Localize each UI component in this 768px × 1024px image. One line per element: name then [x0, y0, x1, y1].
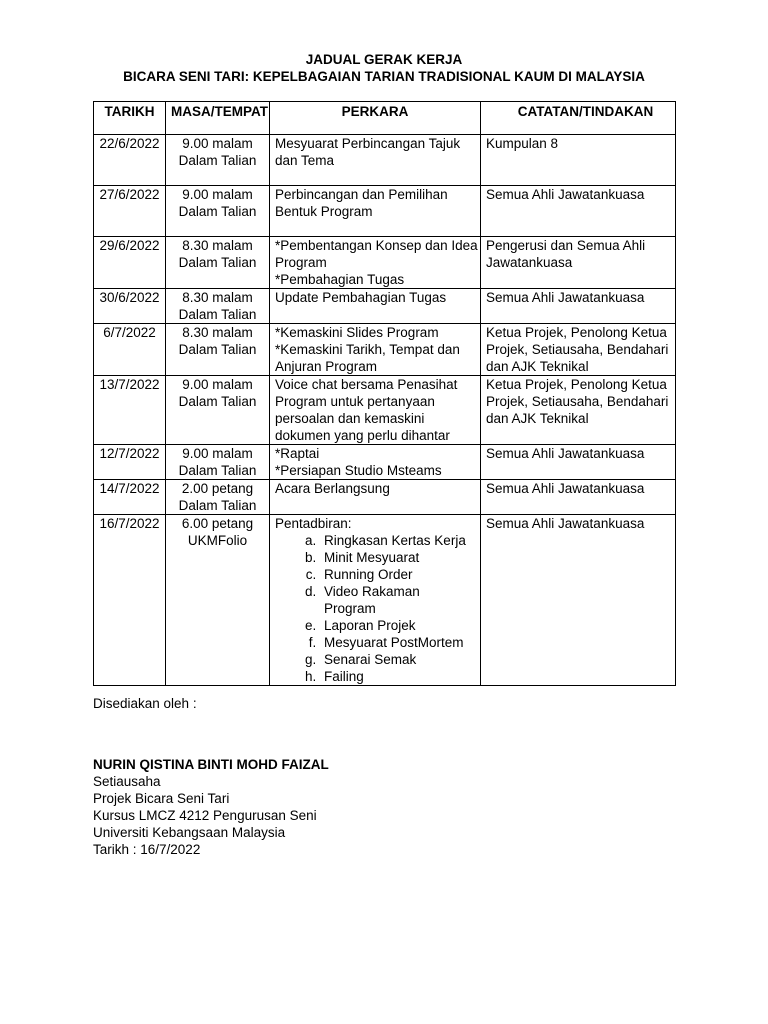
masa-tempat-line: 6.00 petang — [181, 516, 254, 531]
pentadbiran-list — [275, 532, 475, 685]
schedule-table — [93, 101, 676, 686]
cell-perkara — [270, 289, 481, 324]
masa-tempat-line: Dalam Talian — [178, 204, 257, 219]
list-item: g. Senarai Semak — [320, 651, 475, 668]
cell-masa-tempat — [166, 376, 270, 445]
cell-tarikh: 12/7/2022 — [94, 445, 166, 480]
masa-tempat-line: 9.00 malam — [182, 377, 253, 392]
list-item: e. Laporan Projek — [320, 617, 475, 634]
cell-perkara — [270, 515, 481, 686]
cell-catatan-tindakan — [481, 376, 676, 445]
cell-tarikh: 13/7/2022 — [94, 376, 166, 445]
masa-tempat-line: 8.30 malam — [182, 238, 253, 253]
table-row — [94, 237, 676, 289]
cell-perkara — [270, 324, 481, 376]
table-row — [94, 135, 676, 186]
perkara-line: Acara Berlangsung — [275, 481, 390, 496]
cell-masa-tempat — [166, 324, 270, 376]
cell-tarikh: 16/7/2022 — [94, 515, 166, 686]
catatan-line: Projek, Setiausaha, Bendahari — [486, 342, 669, 357]
cell-masa-tempat — [166, 480, 270, 515]
catatan-line: dan AJK Teknikal — [486, 359, 589, 374]
table-row — [94, 376, 676, 445]
masa-tempat-line: 9.00 malam — [182, 187, 253, 202]
list-item: f. Mesyuarat PostMortem — [320, 634, 475, 651]
cell-perkara — [270, 445, 481, 480]
catatan-line: Kumpulan 8 — [486, 136, 559, 151]
masa-tempat-line: 2.00 petang — [181, 481, 254, 496]
perkara-line: *Persiapan Studio Msteams — [275, 463, 442, 478]
list-item: h. Failing — [320, 668, 475, 685]
catatan-line: Projek, Setiausaha, Bendahari — [486, 394, 669, 409]
perkara-line: Bentuk Program — [275, 204, 373, 219]
perkara-line: *Raptai — [275, 446, 320, 461]
document-subtitle: BICARA SENI TARI: KEPELBAGAIAN TARIAN TRADISIONAL KAUM DI MALAYSIA — [123, 69, 645, 84]
masa-tempat-line: 8.30 malam — [182, 325, 253, 340]
header-tarikh: TARIKH — [94, 102, 166, 135]
cell-catatan-tindakan — [481, 515, 676, 686]
perkara-line: Voice chat bersama Penasihat — [275, 377, 458, 392]
cell-tarikh: 6/7/2022 — [94, 324, 166, 376]
cell-masa-tempat — [166, 237, 270, 289]
perkara-line: Mesyuarat Perbincangan Tajuk — [275, 136, 461, 151]
header-perkara: PERKARA — [270, 102, 481, 135]
signature-block — [93, 756, 329, 858]
catatan-line: Semua Ahli Jawatankuasa — [486, 290, 645, 305]
masa-tempat-line: Dalam Talian — [178, 463, 257, 478]
masa-tempat-line: 8.30 malam — [182, 290, 253, 305]
cell-masa-tempat — [166, 515, 270, 686]
cell-catatan-tindakan — [481, 135, 676, 186]
catatan-line: Ketua Projek, Penolong Ketua — [486, 377, 667, 392]
catatan-line: Pengerusi dan Semua Ahli — [486, 238, 646, 253]
masa-tempat-line: Dalam Talian — [178, 255, 257, 270]
catatan-line: Semua Ahli Jawatankuasa — [486, 187, 645, 202]
catatan-line: Semua Ahli Jawatankuasa — [486, 446, 645, 461]
masa-tempat-line: Dalam Talian — [178, 307, 257, 322]
cell-tarikh: 27/6/2022 — [94, 186, 166, 237]
perkara-line: Perbincangan dan Pemilihan — [275, 187, 448, 202]
cell-masa-tempat — [166, 135, 270, 186]
masa-tempat-line: 9.00 malam — [182, 136, 253, 151]
perkara-line: Program untuk pertanyaan — [275, 394, 435, 409]
signatory-position: Setiausaha — [93, 774, 161, 789]
perkara-line: *Pembahagian Tugas — [275, 272, 405, 287]
cell-catatan-tindakan — [481, 186, 676, 237]
table-row — [94, 289, 676, 324]
catatan-line: Ketua Projek, Penolong Ketua — [486, 325, 667, 340]
cell-catatan-tindakan — [481, 237, 676, 289]
perkara-line: *Kemaskini Slides Program — [275, 325, 439, 340]
perkara-line: Program — [275, 255, 327, 270]
perkara-line: dan Tema — [275, 153, 335, 168]
list-item: b. Minit Mesyuarat — [320, 549, 475, 566]
catatan-line: Semua Ahli Jawatankuasa — [486, 516, 645, 531]
cell-perkara — [270, 135, 481, 186]
signatory-name: NURIN QISTINA BINTI MOHD FAIZAL — [93, 757, 329, 772]
masa-tempat-line: 9.00 malam — [182, 446, 253, 461]
catatan-line: Semua Ahli Jawatankuasa — [486, 481, 645, 496]
masa-tempat-line: Dalam Talian — [178, 153, 257, 168]
masa-tempat-line: UKMFolio — [187, 533, 248, 548]
cell-masa-tempat — [166, 445, 270, 480]
table-header-row — [94, 102, 676, 135]
table-row — [94, 480, 676, 515]
prepared-by-label: Disediakan oleh : — [93, 696, 197, 711]
perkara-line: Pentadbiran: — [275, 516, 352, 531]
document-title: JADUAL GERAK KERJA — [305, 52, 463, 67]
cell-tarikh: 29/6/2022 — [94, 237, 166, 289]
header-catatan-tindakan: CATATAN/TINDAKAN — [481, 102, 676, 135]
catatan-line: dan AJK Teknikal — [486, 411, 589, 426]
cell-catatan-tindakan — [481, 445, 676, 480]
table-body — [94, 135, 676, 686]
signatory-project: Projek Bicara Seni Tari — [93, 791, 230, 806]
table-row — [94, 186, 676, 237]
cell-catatan-tindakan — [481, 289, 676, 324]
perkara-line: Anjuran Program — [275, 359, 378, 374]
list-item: a. Ringkasan Kertas Kerja — [320, 532, 475, 549]
perkara-line: Update Pembahagian Tugas — [275, 290, 447, 305]
cell-catatan-tindakan — [481, 324, 676, 376]
cell-perkara — [270, 237, 481, 289]
perkara-line: *Pembentangan Konsep dan Idea — [275, 238, 478, 253]
cell-masa-tempat — [166, 289, 270, 324]
perkara-line: persoalan dan kemaskini — [275, 411, 425, 426]
masa-tempat-line: Dalam Talian — [178, 394, 257, 409]
cell-tarikh: 30/6/2022 — [94, 289, 166, 324]
signatory-course: Kursus LMCZ 4212 Pengurusan Seni — [93, 808, 317, 823]
table-row — [94, 324, 676, 376]
signatory-university: Universiti Kebangsaan Malaysia — [93, 825, 286, 840]
table-row — [94, 515, 676, 686]
masa-tempat-line: Dalam Talian — [178, 498, 257, 513]
perkara-line: dokumen yang perlu dihantar — [275, 428, 450, 443]
perkara-line: *Kemaskini Tarikh, Tempat dan — [275, 342, 460, 357]
catatan-line: Jawatankuasa — [486, 255, 573, 270]
cell-masa-tempat — [166, 186, 270, 237]
table-row — [94, 445, 676, 480]
cell-perkara — [270, 186, 481, 237]
list-item: d. Video Rakaman Program — [320, 583, 475, 617]
cell-catatan-tindakan — [481, 480, 676, 515]
cell-tarikh: 14/7/2022 — [94, 480, 166, 515]
header-masa-tempat: MASA/TEMPAT — [166, 102, 270, 135]
masa-tempat-line: Dalam Talian — [178, 342, 257, 357]
signatory-date: Tarikh : 16/7/2022 — [93, 842, 201, 857]
cell-perkara — [270, 480, 481, 515]
cell-perkara — [270, 376, 481, 445]
list-item: c. Running Order — [320, 566, 475, 583]
cell-tarikh: 22/6/2022 — [94, 135, 166, 186]
